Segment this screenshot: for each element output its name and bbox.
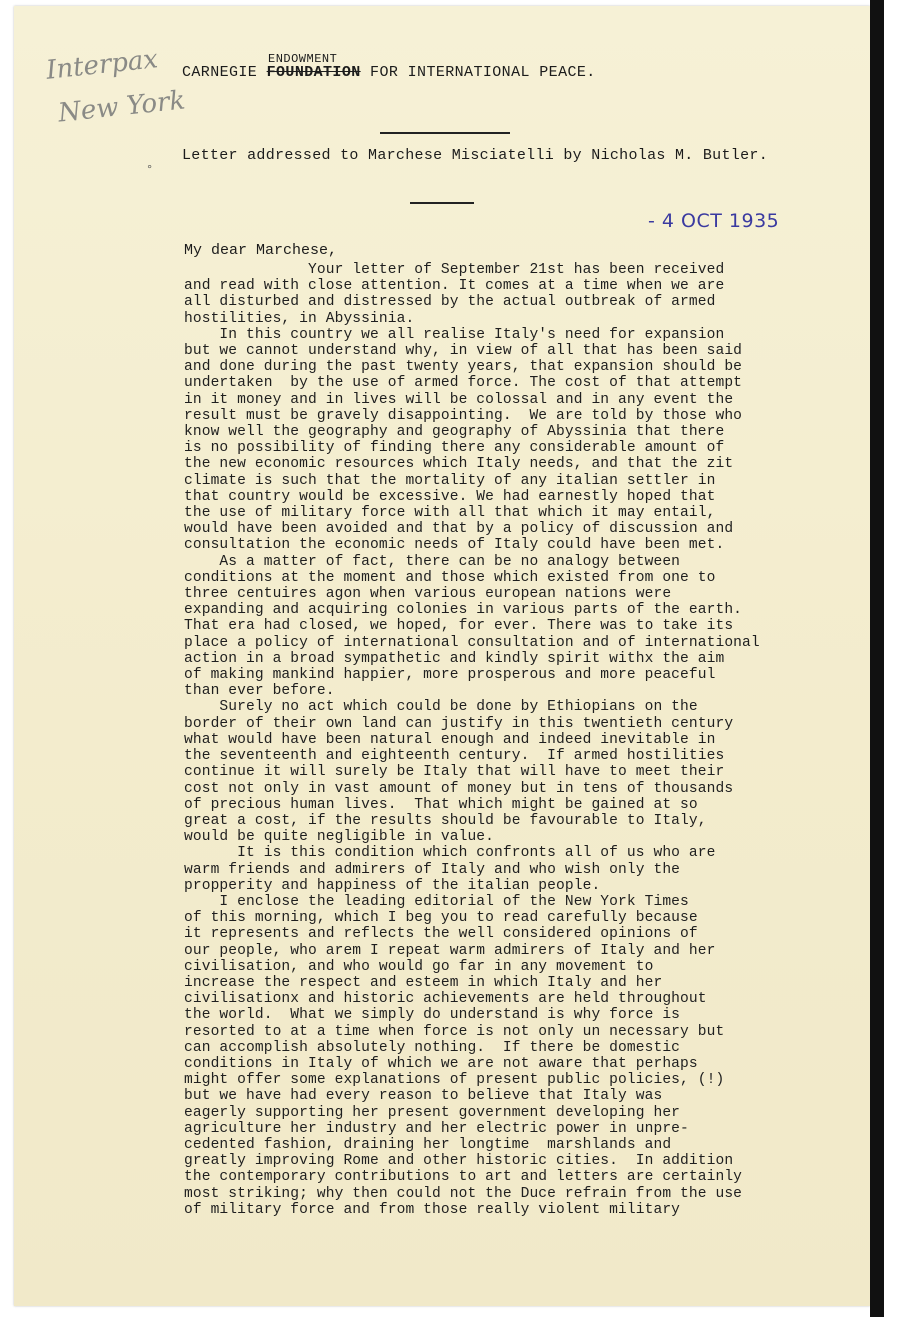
body-line: our people, who arem I repeat warm admirers of Italy and her: [184, 942, 716, 959]
body-line: of military force and from those really violent military: [184, 1201, 681, 1218]
body-line: most striking; why then could not the Duce refrain from the use: [184, 1185, 743, 1202]
body-line: is no possibility of finding there any considerable amount of: [184, 440, 725, 457]
body-line: know well the geography and geography of Abyssinia that there: [184, 424, 725, 441]
body-line: climate is such that the mortality of any italian settler in: [184, 472, 716, 489]
body-line: than ever before.: [184, 683, 335, 700]
body-line: consultation the economic needs of Italy could have been met.: [184, 537, 725, 554]
body-line: can accomplish absolutely nothing. If there be domestic: [184, 1039, 681, 1056]
body-line: the seventeenth and eighteenth century. If armed hostilities: [184, 748, 725, 765]
scan-edge: [870, 0, 884, 1317]
body-line: that country would be excessive. We had earnestly hoped that: [184, 488, 716, 505]
body-line: propperity and happiness of the italian people.: [184, 877, 601, 894]
body-line: That era had closed, we hoped, for ever. There was to take its: [184, 618, 734, 635]
letterhead-word1: CARNEGIE: [182, 64, 258, 81]
body-line: the use of military force with all that which it may entail,: [184, 505, 716, 522]
body-line: continue it will surely be Italy that will have to meet their: [184, 764, 725, 781]
body-line: civilisation, and who would go far in any movement to: [184, 958, 654, 975]
date-stamp: - 4 OCT 1935: [648, 210, 780, 232]
body-line: it represents and reflects the well considered opinions of: [184, 926, 698, 943]
body-line: would be quite negligible in value.: [184, 829, 495, 846]
pencil-annotation-line1: Interpax: [44, 44, 160, 86]
body-line: cedented fashion, draining her longtime marshlands and: [184, 1136, 672, 1153]
body-line: of this morning, which I beg you to read carefully because: [184, 910, 698, 927]
body-line: In this country we all realise Italy's need for expansion: [184, 326, 725, 343]
body-line: hostilities, in Abyssinia.: [184, 310, 415, 327]
letter-body: [184, 262, 844, 1218]
body-line: border of their own land can justify in this twentieth century: [184, 715, 734, 732]
body-line: place a policy of international consultation and of international: [184, 634, 760, 651]
body-line: As a matter of fact, there can be no analogy between: [184, 553, 681, 570]
body-line: all disturbed and distressed by the actual outbreak of armed: [184, 294, 716, 311]
body-line: but we cannot understand why, in view of all that has been said: [184, 343, 743, 360]
body-line: warm friends and admirers of Italy and who wish only the: [184, 861, 681, 878]
letterhead-rest: FOR INTERNATIONAL PEACE.: [370, 64, 596, 81]
body-line: but we have had every reason to believe that Italy was: [184, 1088, 663, 1105]
body-line: the new economic resources which Italy needs, and that the zit: [184, 456, 734, 473]
body-line: agriculture her industry and her electric power in unpre-: [184, 1120, 689, 1137]
body-line: greatly improving Rome and other historic cities. In addition: [184, 1153, 734, 1170]
body-line: and done during the past twenty years, that expansion should be: [184, 359, 743, 376]
letterhead: [182, 64, 596, 81]
body-line: undertaken by the use of armed force. The cost of that attempt: [184, 375, 743, 392]
letterhead-struck-word: FOUNDATION: [266, 64, 361, 81]
body-line: three centuires agon when various european nations were: [184, 586, 672, 603]
body-line: result must be gravely disappointing. We are told by those who: [184, 407, 743, 424]
pencil-annotation-line2: New York: [56, 85, 187, 129]
body-line: conditions in Italy of which we are not aware that perhaps: [184, 1055, 698, 1072]
body-line: action in a broad sympathetic and kindly spirit withx the aim: [184, 650, 725, 667]
body-line: cost not only in vast amount of money but in tens of thousands: [184, 780, 734, 797]
body-line: in it money and in lives will be colossal and in any event the: [184, 391, 734, 408]
header-insertion: ENDOWMENT: [268, 52, 338, 66]
margin-dot: °: [146, 163, 154, 177]
body-line: of precious human lives. That which might be gained at so: [184, 796, 698, 813]
body-line: civilisationx and historic achievements are held throughout: [184, 991, 707, 1008]
body-line: the contemporary contributions to art and letters are certainly: [184, 1169, 743, 1186]
body-line: and read with close attention. It comes at a time when we are: [184, 278, 725, 295]
body-line: I enclose the leading editorial of the New York Times: [184, 893, 689, 910]
rule-bottom: [410, 202, 474, 204]
body-line: It is this condition which confronts all of us who are: [184, 845, 716, 862]
body-line: resorted to at a time when force is not only un necessary but: [184, 1023, 725, 1040]
body-line: great a cost, if the results should be favourable to Italy,: [184, 812, 707, 829]
body-line: increase the respect and esteem in which Italy and her: [184, 974, 663, 991]
salutation: My dear Marchese,: [184, 242, 338, 259]
body-line: would have been avoided and that by a policy of discussion and: [184, 521, 734, 538]
body-line: Surely no act which could be done by Ethiopians on the: [184, 699, 698, 716]
letter-subtitle: Letter addressed to Marchese Misciatelli by Nicholas M. Butler.: [182, 147, 768, 164]
body-line: expanding and acquiring colonies in various parts of the earth.: [184, 602, 743, 619]
body-line: of making mankind happier, more prosperous and more peaceful: [184, 667, 716, 684]
body-line: eagerly supporting her present government developing her: [184, 1104, 681, 1121]
rule-top: [380, 132, 510, 134]
body-line: the world. What we simply do understand is why force is: [184, 1007, 681, 1024]
body-line: might offer some explanations of present public policies, (!): [184, 1072, 725, 1089]
body-line: Your letter of September 21st has been received: [184, 262, 725, 278]
body-line: conditions at the moment and those which existed from one to: [184, 569, 716, 586]
body-line: what would have been natural enough and indeed inevitable in: [184, 731, 716, 748]
